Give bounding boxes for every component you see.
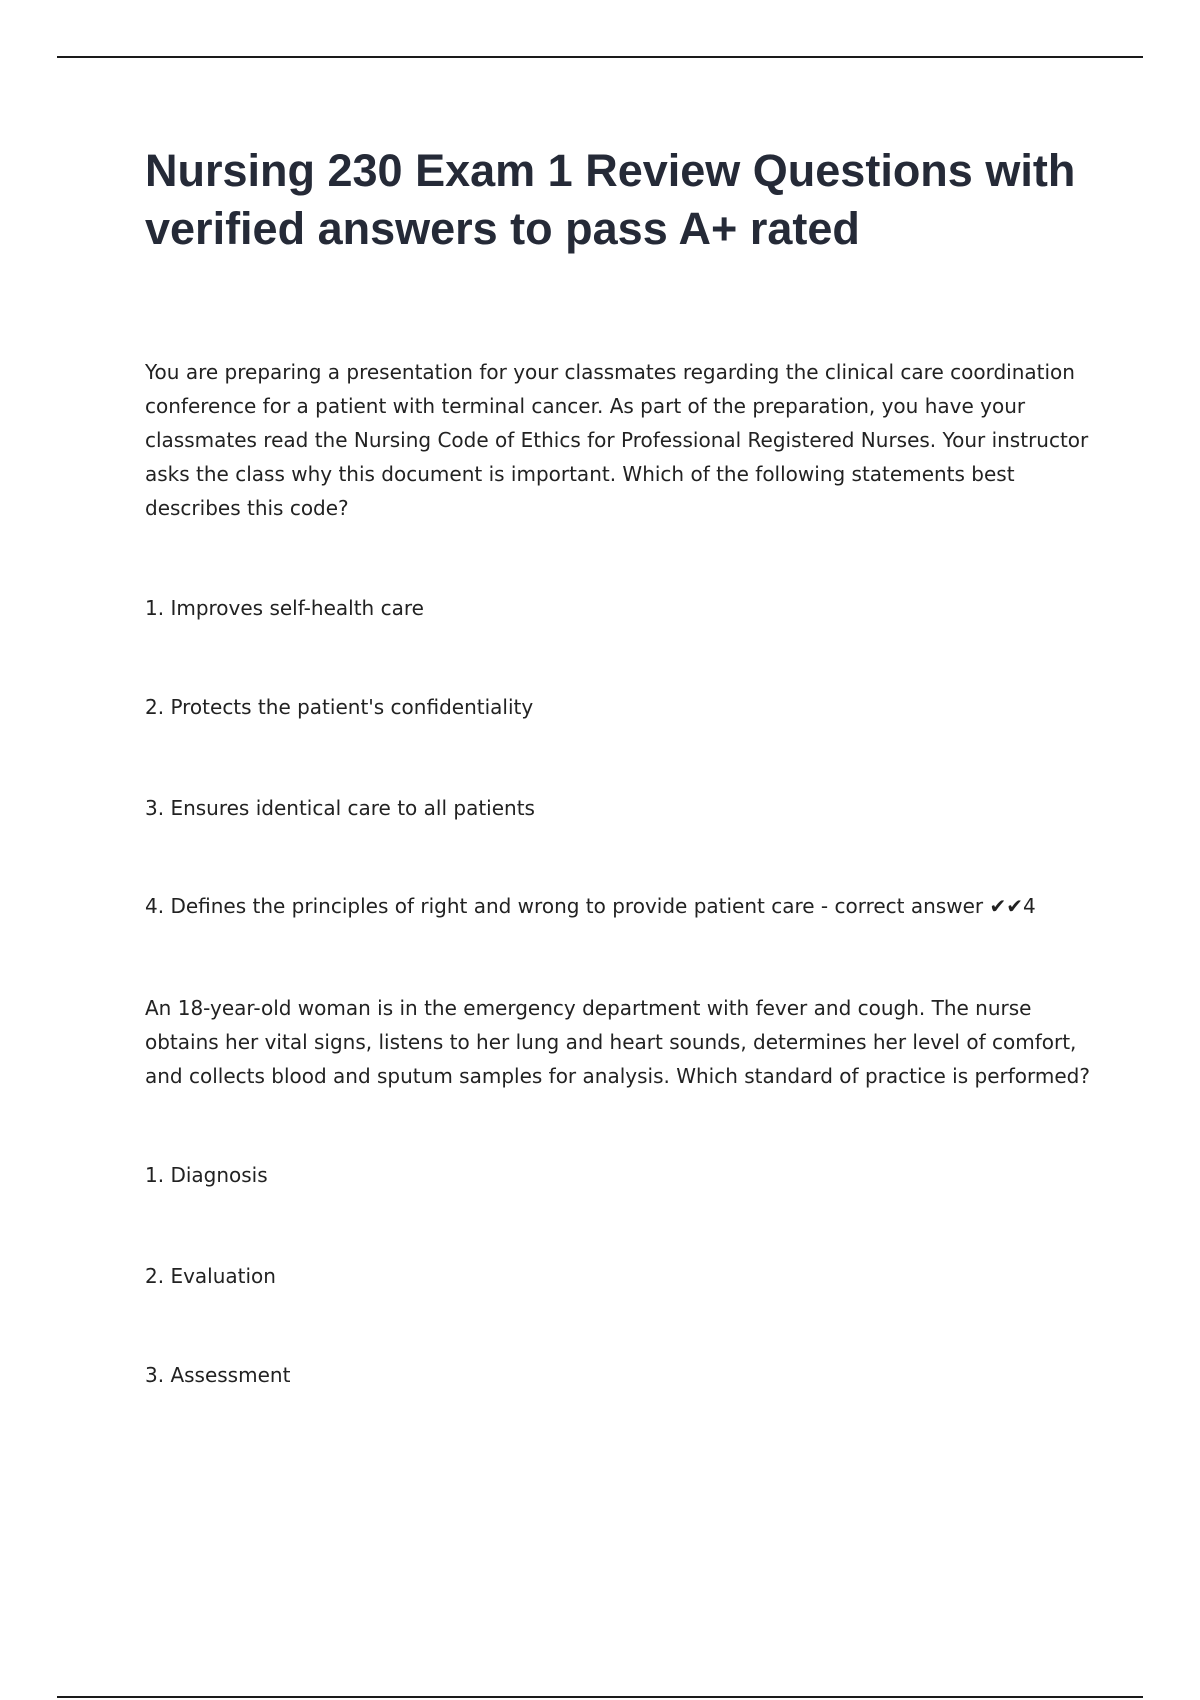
bottom-divider <box>57 1696 1143 1698</box>
question-2-option-3: 3. Assessment <box>145 1363 291 1387</box>
top-divider <box>57 56 1143 58</box>
page-title: Nursing 230 Exam 1 Review Questions with verified answers to pass A+ rated <box>145 145 1076 254</box>
question-1-option-1: 1. Improves self-health care <box>145 596 424 620</box>
question-1-text: You are preparing a presentation for your classmates regarding the clinical care coordination conference for a patient with terminal cancer. As part of the preparation, you have your classmates read the Nursing Code of Ethics for Professional Registered Nurses. Your instructor asks the class why this document is important. Which of the following statements best describes this code? <box>145 360 1089 520</box>
question-1-option-2: 2. Protects the patient's confidentiality <box>145 695 534 719</box>
question-1-option-3: 3. Ensures identical care to all patients <box>145 796 535 820</box>
question-2-text: An 18-year-old woman is in the emergency department with fever and cough. The nurse obtains her vital signs, listens to her lung and heart sounds, determines her level of comfort, and collects blood and sputum samples for analysis. Which standard of practice is performed? <box>145 996 1090 1088</box>
question-2-option-1: 1. Diagnosis <box>145 1163 268 1187</box>
question-1-option-4-answer: 4. Defines the principles of right and wrong to provide patient care - correct answer ✔✔4 <box>145 894 1036 918</box>
question-2-option-2: 2. Evaluation <box>145 1264 276 1288</box>
